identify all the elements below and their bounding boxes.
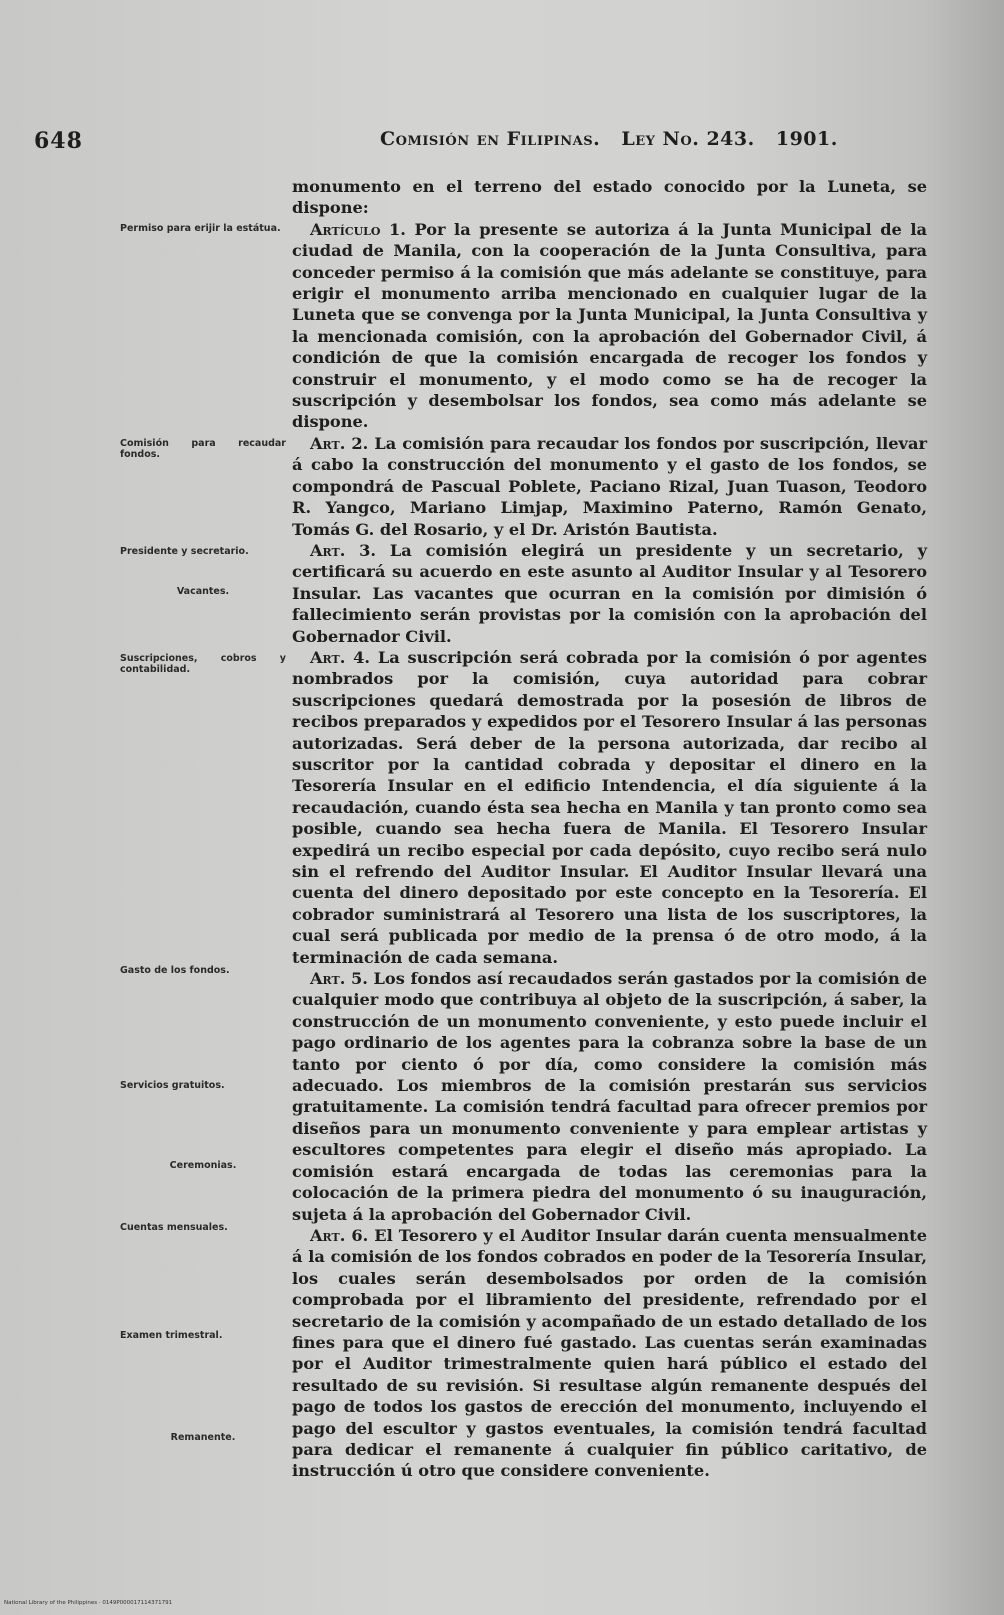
article-heading: Art. 4. [310,647,371,667]
margin-note-cuentas: Cuentas mensuales. [120,1222,228,1233]
body-text [292,176,927,1482]
running-title-law: Ley No. 243. [621,128,755,150]
footer-credit: National Library of the Philippines · 0149P000017114371791 [4,1600,173,1606]
running-title-commission: Comisión en Filipinas. [380,128,601,150]
margin-note-servicios: Servicios gratuitos. [120,1080,225,1091]
page-number: 648 [34,128,83,154]
paragraph-article-5: Art. 5. Los fondos así recaudados serán gastados por la comisión de cualquier modo que contribuya al objeto de la suscripción, á saber, la construcción de un monumento conveniente, y esto puede incluir el pago ordinario de los agentes para la cobranza sobre la base de un tanto por ciento ó por día, como considere la comisión más adecuado. Los miembros de la comisión prestarán sus servicios gratuitamente. La comisión tendrá facultad para ofrecer premios por diseños para un monumento conveniente y para emplear artistas y escultores competentes para elegir el diseño más apropiado. La comisión estará encargada de todas las ceremonias para la colocación de la primera piedra del monumento ó su inauguración, sujeta á la aprobación del Gobernador Civil. [292,969,927,1224]
article-heading: Art. 5. [310,969,368,989]
article-heading: Art. 6. [310,1225,369,1245]
paragraph-article-4: Art. 4. La suscripción será cobrada por la comisión ó por agentes nombrados por la comisión, cuya autoridad para cobrar suscripciones quedará demostrada por la posesión de libros de recibos preparados y expedidos por el Tesorero Insular á las personas autorizadas. Será deber de la persona autorizada, dar recibo al suscritor por la cantidad cobrada y depositar el dinero en la Tesorería Insular en el edificio Intendencia, el día siguiente á la recaudación, cuando ésta sea hecha en Manila y tan pronto como sea posible, cuando sea hecha fuera de Manila. El Tesorero Insular expedirá un recibo especial por cada depósito, cuyo recibo será nulo sin el refrendo del Auditor Insular. El Auditor Insular llevará una cuenta del dinero depositado por este concepto en la Tesorería. El cobrador suministrará al Tesorero una lista de los suscriptores, la cual será publicada por medio de la prensa ó de otro modo, á la terminación de cada semana. [292,647,927,967]
paragraph-article-2: Art. 2. La comisión para recaudar los fondos por suscripción, llevar á cabo la construcción del monumento y el gasto de los fondos, se compondrá de Pascual Poblete, Paciano Rizal, Juan Tuason, Teodoro R. Yangco, Mariano Limjap, Maximino Paterno, Ramón Genato, Tomás G. del Rosario, y el Dr. Aristón Bautista. [292,433,927,539]
paragraph-intro: monumento en el terreno del estado conocido por la Luneta, se dispone: [292,177,927,218]
running-title [380,128,852,150]
paragraph-article-1: Artículo 1. Por la presente se autoriza á la Junta Municipal de la ciudad de Manila, con la cooperación de la Junta Consultiva, para conceder permiso á la comisión que más adelante se constituye, para erigir el monumento arriba mencionado en cualquier lugar de la Luneta que se convenga por la Junta Municipal, la Junta Consultiva y la mencionada comisión, con la aprobación del Gobernador Civil, á condición de que la comisión encargada de recoger los fondos y construir el monumento, y el modo como se ha de recoger la suscripción y desembolsar los fondos, sea como más adelante se dispone. [292,219,927,432]
article-heading: Art. 2. [310,433,369,453]
margin-note-comision: Comisión para recaudar fondos. [120,438,286,460]
margin-note-permiso: Permiso para erijir la estátua. [120,223,281,234]
margin-note-ceremonias: Ceremonias. [169,1160,237,1171]
margin-note-vacantes: Vacantes. [176,586,230,597]
article-heading: Art. 3. [310,540,377,560]
paragraph-article-3: Art. 3. La comisión elegirá un presidente y un secretario, y certificará su acuerdo en este asunto al Auditor Insular y al Tesorero Insular. Las vacantes que ocurran en la comisión por dimisión ó fallecimiento serán provistas por la comisión con la aprobación del Gobernador Civil. [292,540,927,646]
margin-note-suscripciones: Suscripciones, cobros y contabilidad. [120,653,286,675]
running-title-year: 1901. [775,128,838,150]
page-header [0,128,1004,158]
paragraph-article-6: Art. 6. El Tesorero y el Auditor Insular darán cuenta mensualmente á la comisión de los fondos cobrados en poder de la Tesorería Insular, los cuales serán desembolsados por orden de la comisión comprobada por el libramiento del presidente, refrendado por el secretario de la comisión y acompañado de un estado detallado de los fines para que el dinero fué gastado. Las cuentas serán examinadas por el Auditor trimestralmente quien hará público el estado del resultado de su revisión. Si resultase algún remanente después del pago de todos los gastos de erección del monumento, incluyendo el pago del escultor y gastos eventuales, la comisión tendrá facultad para dedicar el remanente á cualquier fin público caritativo, de instrucción ú otro que considere conveniente. [292,1225,927,1481]
margin-note-examen: Examen trimestral. [120,1330,223,1341]
margin-note-gasto: Gasto de los fondos. [120,965,230,976]
margin-note-remanente: Remanente. [170,1432,236,1443]
article-heading: Artículo 1. [310,219,406,239]
margin-note-presidente: Presidente y secretario. [120,546,249,557]
